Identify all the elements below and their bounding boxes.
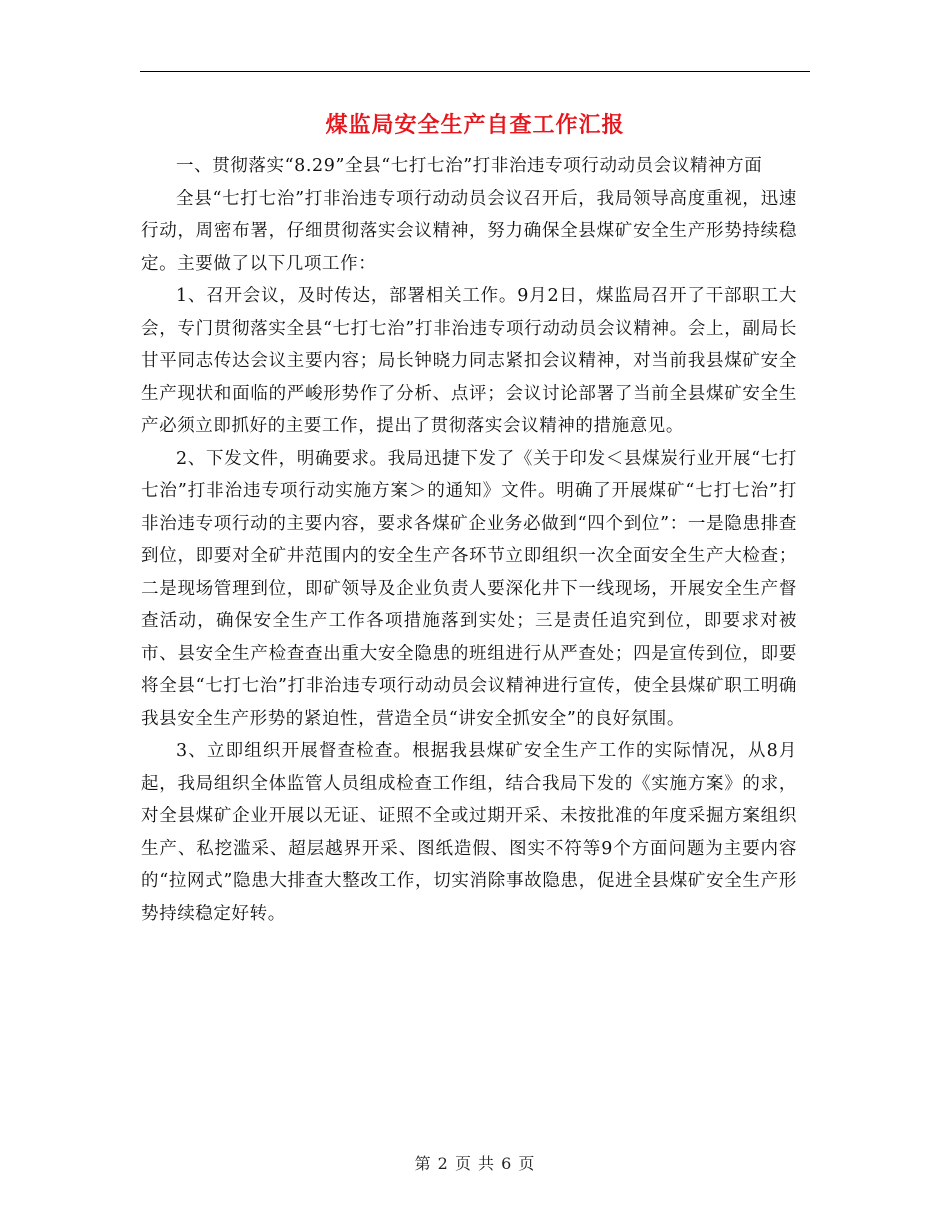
page-footer: 第 2 页 共 6 页 — [414, 1154, 536, 1173]
item-3-paragraph: 3、立即组织开展督查检查。根据我县煤矿安全生产工作的实际情况，从8月起，我局组织全体监管人员组成检查工作组，结合我局下发的《实施方案》的求，对全县煤矿企业开展以无证、证照不全或过期开采、未按批准的年度采掘方案组织生产、私挖滥采、超层越界开采、图纸造假、图实不符等9个方面问题为主要内容的“拉网式”隐患大排查大整改工作，切实消除事故隐患，促进全县煤矿安全生产形势持续稳定好转。 — [141, 741, 797, 924]
section-heading: 一、贯彻落实“8.29”全县“七打七治”打非治违专项行动动员会议精神方面 — [176, 156, 763, 176]
item-1-paragraph: 1、召开会议，及时传达，部署相关工作。9月2日，煤监局召开了干部职工大会，专门贯彻落实全县“七打七治”打非治违专项行动动员会议精神。会上，副局长甘平同志传达会议主要内容；局长钟晓力同志紧扣会议精神，对当前我县煤矿安全生产现状和面临的严峻形势作了分析、点评；会议讨论部署了当前全县煤矿安全生产必须立即抓好的主要工作，提出了贯彻落实会议精神的措施意见。 — [141, 286, 797, 436]
header-rule — [140, 71, 810, 72]
document-title: 煤监局安全生产自查工作汇报 — [325, 113, 625, 138]
document-body — [141, 150, 797, 930]
intro-paragraph: 全县“七打七治”打非治违专项行动动员会议召开后，我局领导高度重视，迅速行动，周密布署，仔细贯彻落实会议精神，努力确保全县煤矿安全生产形势持续稳定。主要做了以下几项工作： — [141, 188, 797, 274]
item-2-paragraph: 2、下发文件，明确要求。我局迅捷下发了《关于印发＜县煤炭行业开展“七打七治”打非治违专项行动实施方案＞的通知》文件。明确了开展煤矿“七打七治”打非治违专项行动的主要内容，要求各煤矿企业务必做到“四个到位”：一是隐患排查到位，即要对全矿井范围内的安全生产各环节立即组织一次全面安全生产大检查；二是现场管理到位，即矿领导及企业负责人要深化井下一线现场，开展安全生产督查活动，确保安全生产工作各项措施落到实处；三是责任追究到位，即要求对被市、县安全生产检查查出重大安全隐患的班组进行从严查处；四是宣传到位，即要将全县“七打七治”打非治违专项行动动员会议精神进行宣传，使全县煤矿职工明确我县安全生产形势的紧迫性，营造全员“讲安全抓安全”的良好氛围。 — [141, 448, 797, 729]
